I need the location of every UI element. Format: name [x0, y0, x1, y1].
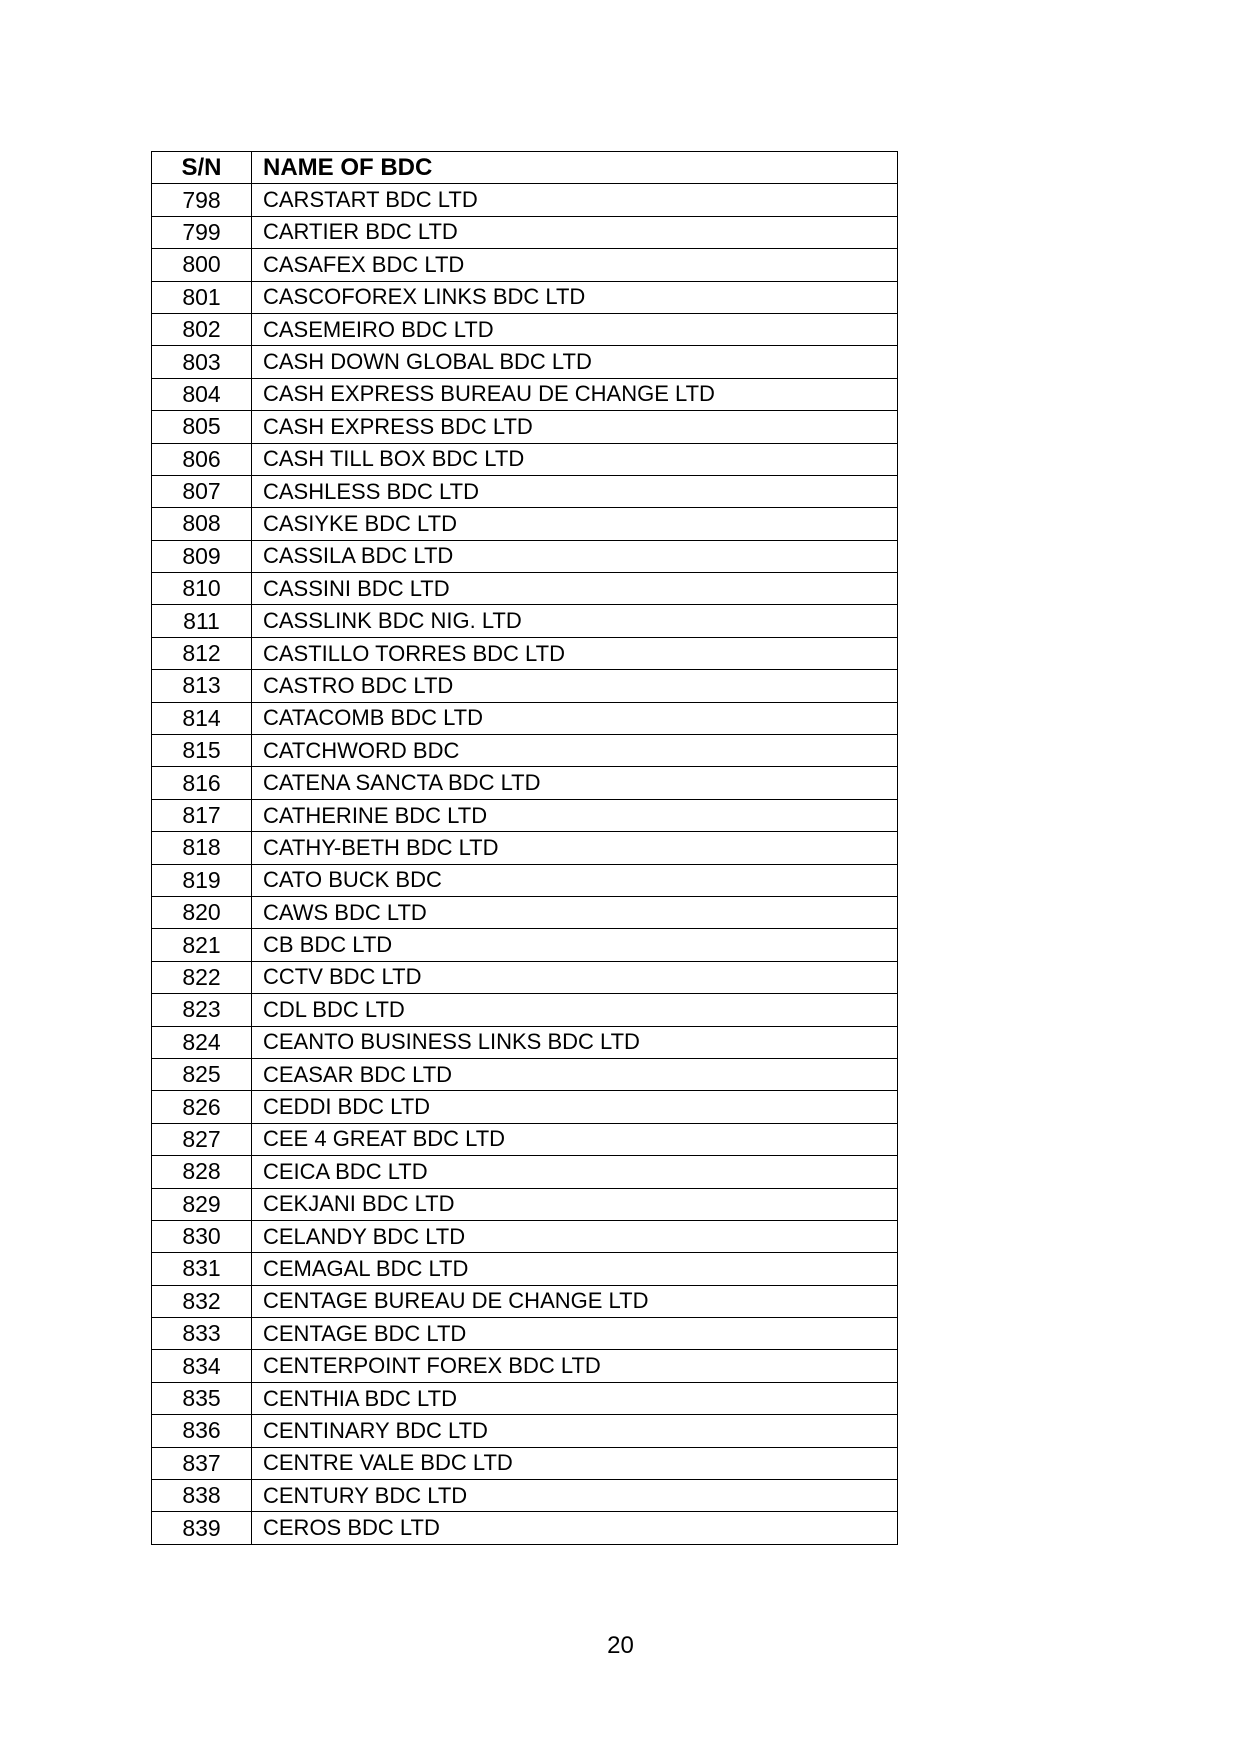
bdc-name-cell: CATO BUCK BDC — [252, 864, 898, 896]
bdc-name-cell: CATHY-BETH BDC LTD — [252, 832, 898, 864]
table-row — [152, 799, 898, 831]
bdc-name-cell: CARTIER BDC LTD — [252, 216, 898, 248]
bdc-name-cell: CATENA SANCTA BDC LTD — [252, 767, 898, 799]
table-row — [152, 994, 898, 1026]
bdc-name-cell: CENTURY BDC LTD — [252, 1480, 898, 1512]
table-row — [152, 1220, 898, 1252]
table-row — [152, 767, 898, 799]
bdc-name-cell: CEE 4 GREAT BDC LTD — [252, 1123, 898, 1155]
serial-number-cell: 824 — [152, 1026, 252, 1058]
table-row — [152, 184, 898, 216]
table-row — [152, 411, 898, 443]
table-row — [152, 540, 898, 572]
serial-number-cell: 799 — [152, 216, 252, 248]
serial-number-cell: 834 — [152, 1350, 252, 1382]
serial-number-cell: 818 — [152, 832, 252, 864]
serial-number-cell: 827 — [152, 1123, 252, 1155]
table-row — [152, 1058, 898, 1090]
bdc-name-cell: CASH EXPRESS BDC LTD — [252, 411, 898, 443]
table-row — [152, 1415, 898, 1447]
bdc-name-cell: CEDDI BDC LTD — [252, 1091, 898, 1123]
table-row — [152, 1285, 898, 1317]
bdc-name-cell: CASSILA BDC LTD — [252, 540, 898, 572]
serial-number-cell: 839 — [152, 1512, 252, 1544]
serial-number-cell: 819 — [152, 864, 252, 896]
serial-number-cell: 798 — [152, 184, 252, 216]
bdc-name-cell: CATHERINE BDC LTD — [252, 799, 898, 831]
serial-number-cell: 810 — [152, 573, 252, 605]
serial-number-cell: 812 — [152, 637, 252, 669]
serial-number-cell: 828 — [152, 1156, 252, 1188]
serial-number-cell: 836 — [152, 1415, 252, 1447]
table-row — [152, 832, 898, 864]
table-header-row — [152, 152, 898, 184]
page-number: 20 — [607, 1632, 634, 1659]
serial-number-cell: 806 — [152, 443, 252, 475]
table-row — [152, 1447, 898, 1479]
table-row — [152, 443, 898, 475]
serial-number-cell: 801 — [152, 281, 252, 313]
table-row — [152, 346, 898, 378]
table-row — [152, 637, 898, 669]
serial-number-cell: 820 — [152, 896, 252, 928]
bdc-name-cell: CARSTART BDC LTD — [252, 184, 898, 216]
bdc-name-cell: CASH DOWN GLOBAL BDC LTD — [252, 346, 898, 378]
bdc-name-cell: CASH EXPRESS BUREAU DE CHANGE LTD — [252, 378, 898, 410]
serial-number-cell: 800 — [152, 249, 252, 281]
sn-column-header: S/N — [152, 152, 252, 184]
serial-number-cell: 815 — [152, 735, 252, 767]
bdc-name-cell: CASTRO BDC LTD — [252, 670, 898, 702]
serial-number-cell: 826 — [152, 1091, 252, 1123]
table-row — [152, 1156, 898, 1188]
table-row — [152, 249, 898, 281]
bdc-name-cell: CASEMEIRO BDC LTD — [252, 313, 898, 345]
bdc-name-cell: CEANTO BUSINESS LINKS BDC LTD — [252, 1026, 898, 1058]
table-row — [152, 1480, 898, 1512]
bdc-name-cell: CEMAGAL BDC LTD — [252, 1253, 898, 1285]
table-row — [152, 735, 898, 767]
bdc-name-cell: CCTV BDC LTD — [252, 961, 898, 993]
serial-number-cell: 831 — [152, 1253, 252, 1285]
table-row — [152, 1026, 898, 1058]
serial-number-cell: 838 — [152, 1480, 252, 1512]
name-column-header: NAME OF BDC — [252, 152, 898, 184]
bdc-name-cell: CASAFEX BDC LTD — [252, 249, 898, 281]
bdc-name-cell: CEICA BDC LTD — [252, 1156, 898, 1188]
bdc-name-cell: CASIYKE BDC LTD — [252, 508, 898, 540]
serial-number-cell: 805 — [152, 411, 252, 443]
table-row — [152, 929, 898, 961]
bdc-name-cell: CASHLESS BDC LTD — [252, 475, 898, 507]
bdc-name-cell: CATCHWORD BDC — [252, 735, 898, 767]
serial-number-cell: 835 — [152, 1382, 252, 1414]
serial-number-cell: 823 — [152, 994, 252, 1026]
serial-number-cell: 830 — [152, 1220, 252, 1252]
bdc-name-cell: CB BDC LTD — [252, 929, 898, 961]
serial-number-cell: 802 — [152, 313, 252, 345]
table-row — [152, 702, 898, 734]
serial-number-cell: 833 — [152, 1318, 252, 1350]
table-row — [152, 1382, 898, 1414]
table-row — [152, 1091, 898, 1123]
table-row — [152, 573, 898, 605]
bdc-name-cell: CEROS BDC LTD — [252, 1512, 898, 1544]
bdc-name-cell: CASSLINK BDC NIG. LTD — [252, 605, 898, 637]
bdc-name-cell: CASH TILL BOX BDC LTD — [252, 443, 898, 475]
serial-number-cell: 813 — [152, 670, 252, 702]
table-row — [152, 508, 898, 540]
table-row — [152, 1123, 898, 1155]
serial-number-cell: 803 — [152, 346, 252, 378]
table-row — [152, 475, 898, 507]
bdc-name-cell: CELANDY BDC LTD — [252, 1220, 898, 1252]
bdc-name-cell: CAWS BDC LTD — [252, 896, 898, 928]
serial-number-cell: 817 — [152, 799, 252, 831]
table-row — [152, 961, 898, 993]
bdc-name-cell: CEASAR BDC LTD — [252, 1058, 898, 1090]
serial-number-cell: 816 — [152, 767, 252, 799]
serial-number-cell: 825 — [152, 1058, 252, 1090]
bdc-name-cell: CASTILLO TORRES BDC LTD — [252, 637, 898, 669]
serial-number-cell: 832 — [152, 1285, 252, 1317]
table-row — [152, 1318, 898, 1350]
bdc-name-cell: CATACOMB BDC LTD — [252, 702, 898, 734]
table-row — [152, 864, 898, 896]
bdc-name-cell: CASCOFOREX LINKS BDC LTD — [252, 281, 898, 313]
serial-number-cell: 808 — [152, 508, 252, 540]
table-row — [152, 896, 898, 928]
serial-number-cell: 822 — [152, 961, 252, 993]
table-row — [152, 605, 898, 637]
serial-number-cell: 821 — [152, 929, 252, 961]
table-row — [152, 1188, 898, 1220]
serial-number-cell: 811 — [152, 605, 252, 637]
bdc-name-cell: CDL BDC LTD — [252, 994, 898, 1026]
bdc-name-cell: CENTERPOINT FOREX BDC LTD — [252, 1350, 898, 1382]
table-row — [152, 313, 898, 345]
table-row — [152, 1253, 898, 1285]
table-row — [152, 1512, 898, 1544]
table-row — [152, 378, 898, 410]
serial-number-cell: 807 — [152, 475, 252, 507]
serial-number-cell: 829 — [152, 1188, 252, 1220]
serial-number-cell: 814 — [152, 702, 252, 734]
serial-number-cell: 809 — [152, 540, 252, 572]
serial-number-cell: 804 — [152, 378, 252, 410]
bdc-table — [151, 151, 898, 1545]
bdc-name-cell: CEKJANI BDC LTD — [252, 1188, 898, 1220]
table-row — [152, 216, 898, 248]
bdc-name-cell: CASSINI BDC LTD — [252, 573, 898, 605]
table-row — [152, 1350, 898, 1382]
table-row — [152, 670, 898, 702]
table-row — [152, 281, 898, 313]
bdc-name-cell: CENTHIA BDC LTD — [252, 1382, 898, 1414]
bdc-name-cell: CENTINARY BDC LTD — [252, 1415, 898, 1447]
bdc-name-cell: CENTAGE BUREAU DE CHANGE LTD — [252, 1285, 898, 1317]
bdc-name-cell: CENTAGE BDC LTD — [252, 1318, 898, 1350]
bdc-name-cell: CENTRE VALE BDC LTD — [252, 1447, 898, 1479]
table-body — [152, 184, 898, 1544]
serial-number-cell: 837 — [152, 1447, 252, 1479]
